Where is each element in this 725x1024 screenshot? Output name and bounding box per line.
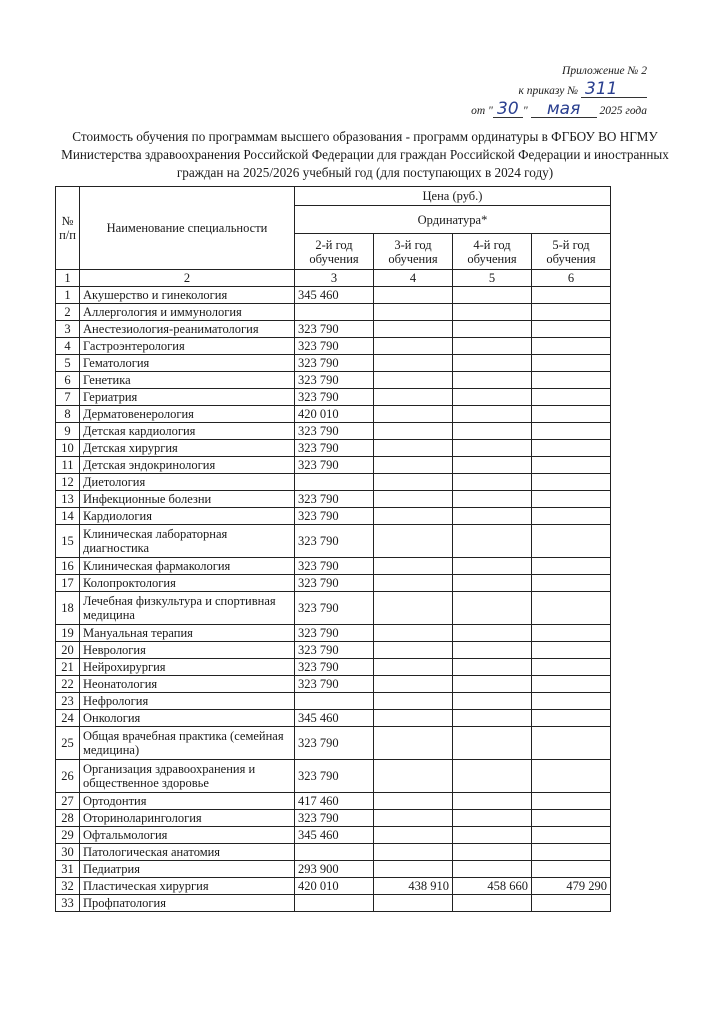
table-row [56, 710, 611, 727]
appendix-block [471, 62, 647, 121]
specialty-name: Гематология [80, 355, 295, 372]
row-number: 33 [56, 895, 80, 912]
table-row [56, 642, 611, 659]
table-row [56, 440, 611, 457]
price-year-3 [374, 727, 453, 760]
price-year-5 [532, 440, 611, 457]
price-year-4 [453, 895, 532, 912]
row-number: 7 [56, 389, 80, 406]
table-row [56, 406, 611, 423]
row-number: 19 [56, 625, 80, 642]
specialty-name: Педиатрия [80, 861, 295, 878]
price-year-2 [295, 693, 374, 710]
price-year-2: 345 460 [295, 710, 374, 727]
order-prefix: к приказу № [518, 85, 579, 97]
price-year-2: 420 010 [295, 406, 374, 423]
price-year-3 [374, 406, 453, 423]
specialty-name: Генетика [80, 372, 295, 389]
date-year: 2025 года [599, 105, 647, 117]
table-row [56, 625, 611, 642]
price-year-2 [295, 895, 374, 912]
price-year-5 [532, 895, 611, 912]
price-year-2: 323 790 [295, 592, 374, 625]
price-year-3 [374, 592, 453, 625]
price-year-3 [374, 861, 453, 878]
price-year-5 [532, 760, 611, 793]
price-year-3 [374, 287, 453, 304]
price-year-2 [295, 474, 374, 491]
price-year-2: 293 900 [295, 861, 374, 878]
price-year-4 [453, 440, 532, 457]
row-number: 16 [56, 558, 80, 575]
price-year-4 [453, 321, 532, 338]
specialty-name: Мануальная терапия [80, 625, 295, 642]
specialty-name: Профпатология [80, 895, 295, 912]
specialty-name: Диетология [80, 474, 295, 491]
price-year-5 [532, 491, 611, 508]
specialty-name: Клиническая лабораторная диагностика [80, 525, 295, 558]
specialty-name: Оториноларингология [80, 810, 295, 827]
price-year-2: 323 790 [295, 625, 374, 642]
price-year-4 [453, 727, 532, 760]
row-number: 17 [56, 575, 80, 592]
table-row [56, 389, 611, 406]
table-row [56, 760, 611, 793]
table-row [56, 844, 611, 861]
price-year-2: 345 460 [295, 287, 374, 304]
index-cell: 1 [56, 270, 80, 287]
price-year-5 [532, 558, 611, 575]
table-row [56, 355, 611, 372]
price-year-4 [453, 625, 532, 642]
table-row [56, 676, 611, 693]
price-year-3 [374, 575, 453, 592]
table-row [56, 338, 611, 355]
row-number: 13 [56, 491, 80, 508]
price-year-2: 345 460 [295, 827, 374, 844]
price-year-5 [532, 827, 611, 844]
table-row [56, 810, 611, 827]
price-year-2: 323 790 [295, 457, 374, 474]
index-row [56, 270, 611, 287]
specialty-name: Лечебная физкультура и спортивная медицина [80, 592, 295, 625]
specialty-name: Офтальмология [80, 827, 295, 844]
price-year-3 [374, 457, 453, 474]
row-number: 20 [56, 642, 80, 659]
price-year-2: 323 790 [295, 525, 374, 558]
table-row [56, 457, 611, 474]
year-3-header: 3-й год обучения [374, 234, 453, 270]
row-number: 27 [56, 793, 80, 810]
price-year-2: 323 790 [295, 727, 374, 760]
price-year-5 [532, 693, 611, 710]
table-row [56, 793, 611, 810]
price-year-5 [532, 372, 611, 389]
table-row [56, 423, 611, 440]
table-row [56, 304, 611, 321]
specialty-name: Акушерство и гинекология [80, 287, 295, 304]
specialty-name: Детская кардиология [80, 423, 295, 440]
specialty-name: Дерматовенерология [80, 406, 295, 423]
index-cell: 4 [374, 270, 453, 287]
price-year-5 [532, 355, 611, 372]
price-header: Цена (руб.) [295, 187, 611, 206]
price-year-5 [532, 304, 611, 321]
row-number: 24 [56, 710, 80, 727]
price-year-5 [532, 642, 611, 659]
price-year-4 [453, 389, 532, 406]
specialty-name: Детская эндокринология [80, 457, 295, 474]
specialty-name: Детская хирургия [80, 440, 295, 457]
table-row [56, 372, 611, 389]
specialty-name: Патологическая анатомия [80, 844, 295, 861]
price-year-4 [453, 508, 532, 525]
price-year-4 [453, 372, 532, 389]
price-year-3 [374, 827, 453, 844]
price-year-4 [453, 676, 532, 693]
price-year-4 [453, 474, 532, 491]
price-year-4 [453, 592, 532, 625]
appendix-label: Приложение № 2 [562, 65, 647, 77]
price-year-5 [532, 592, 611, 625]
price-year-5 [532, 406, 611, 423]
specialty-name: Неврология [80, 642, 295, 659]
table-row [56, 508, 611, 525]
index-cell: 5 [453, 270, 532, 287]
price-year-2: 323 790 [295, 642, 374, 659]
table-row [56, 878, 611, 895]
row-number: 29 [56, 827, 80, 844]
price-year-5 [532, 710, 611, 727]
price-year-5 [532, 321, 611, 338]
date-prefix: от [471, 105, 486, 117]
table-row [56, 895, 611, 912]
date-line: от " 30 " мая 2025 года [471, 99, 647, 119]
row-number: 4 [56, 338, 80, 355]
specialty-name: Нефрология [80, 693, 295, 710]
row-number: 10 [56, 440, 80, 457]
price-year-2: 323 790 [295, 440, 374, 457]
price-year-3 [374, 491, 453, 508]
row-number: 25 [56, 727, 80, 760]
row-number: 31 [56, 861, 80, 878]
price-year-5 [532, 338, 611, 355]
price-year-5 [532, 423, 611, 440]
price-year-2: 420 010 [295, 878, 374, 895]
price-year-3 [374, 558, 453, 575]
row-number: 21 [56, 659, 80, 676]
price-year-3 [374, 793, 453, 810]
price-year-5 [532, 287, 611, 304]
specialty-name: Пластическая хирургия [80, 878, 295, 895]
price-year-2: 323 790 [295, 423, 374, 440]
specialty-name: Нейрохирургия [80, 659, 295, 676]
price-year-5 [532, 474, 611, 491]
price-year-2 [295, 304, 374, 321]
row-number: 32 [56, 878, 80, 895]
table-row [56, 558, 611, 575]
price-year-4 [453, 355, 532, 372]
specialty-name: Гастроэнтерология [80, 338, 295, 355]
price-year-3 [374, 710, 453, 727]
specialty-name: Гериатрия [80, 389, 295, 406]
price-year-3 [374, 625, 453, 642]
price-year-4: 458 660 [453, 878, 532, 895]
specialty-name: Клиническая фармакология [80, 558, 295, 575]
price-year-3 [374, 338, 453, 355]
price-year-5 [532, 457, 611, 474]
price-year-2: 323 790 [295, 659, 374, 676]
table-row [56, 827, 611, 844]
row-number: 11 [56, 457, 80, 474]
price-year-5 [532, 525, 611, 558]
price-year-4 [453, 760, 532, 793]
price-year-3 [374, 810, 453, 827]
price-year-4 [453, 406, 532, 423]
price-year-5 [532, 727, 611, 760]
row-number: 1 [56, 287, 80, 304]
price-year-5 [532, 575, 611, 592]
price-year-3 [374, 389, 453, 406]
row-number: 8 [56, 406, 80, 423]
price-year-5 [532, 508, 611, 525]
price-year-3 [374, 895, 453, 912]
price-year-3 [374, 525, 453, 558]
year-4-header: 4-й год обучения [453, 234, 532, 270]
price-year-2: 323 790 [295, 338, 374, 355]
price-year-3 [374, 321, 453, 338]
row-number: 26 [56, 760, 80, 793]
order-number: 311 [581, 81, 647, 98]
row-number: 9 [56, 423, 80, 440]
price-year-4 [453, 304, 532, 321]
col-num-header: № п/п [56, 187, 80, 270]
price-year-2: 323 790 [295, 760, 374, 793]
table-row [56, 287, 611, 304]
price-year-4 [453, 861, 532, 878]
price-year-5 [532, 389, 611, 406]
specialty-name: Ортодонтия [80, 793, 295, 810]
index-cell: 6 [532, 270, 611, 287]
price-table [55, 186, 611, 912]
table-row [56, 659, 611, 676]
price-year-5 [532, 844, 611, 861]
row-number: 14 [56, 508, 80, 525]
order-line [471, 81, 647, 101]
price-year-4 [453, 844, 532, 861]
price-year-3 [374, 760, 453, 793]
price-year-2: 323 790 [295, 491, 374, 508]
index-cell: 2 [80, 270, 295, 287]
price-year-4 [453, 642, 532, 659]
col-name-header: Наименование специальности [80, 187, 295, 270]
price-year-5 [532, 659, 611, 676]
row-number: 12 [56, 474, 80, 491]
year-5-header: 5-й год обучения [532, 234, 611, 270]
price-year-2: 323 790 [295, 389, 374, 406]
price-year-3 [374, 355, 453, 372]
table-row [56, 861, 611, 878]
price-year-4 [453, 423, 532, 440]
date-month: мая [531, 101, 597, 118]
price-year-2: 323 790 [295, 355, 374, 372]
price-year-4 [453, 287, 532, 304]
row-number: 3 [56, 321, 80, 338]
row-number: 28 [56, 810, 80, 827]
specialty-name: Инфекционные болезни [80, 491, 295, 508]
specialty-name: Неонатология [80, 676, 295, 693]
price-year-2 [295, 844, 374, 861]
price-year-4 [453, 457, 532, 474]
table-row [56, 491, 611, 508]
price-year-4 [453, 558, 532, 575]
price-year-4 [453, 525, 532, 558]
price-year-5 [532, 676, 611, 693]
price-year-3 [374, 659, 453, 676]
price-year-5: 479 290 [532, 878, 611, 895]
price-year-2: 417 460 [295, 793, 374, 810]
price-year-3 [374, 642, 453, 659]
price-year-3 [374, 844, 453, 861]
table-row [56, 575, 611, 592]
price-year-4 [453, 827, 532, 844]
document-title: Стоимость обучения по программам высшего образования - программ ординатуры в ФГБОУ ВО НГМУ Министерства здравоохранения Российской Федерации для граждан Российской Федерации и иностранных граждан на 2025/2026 учебный год (для поступающих в 2024 году) [61, 129, 669, 180]
specialty-name: Онкология [80, 710, 295, 727]
index-cell: 3 [295, 270, 374, 287]
table-row [56, 474, 611, 491]
price-year-4 [453, 491, 532, 508]
price-year-5 [532, 625, 611, 642]
price-year-3 [374, 693, 453, 710]
price-year-3 [374, 508, 453, 525]
residency-header: Ординатура* [295, 206, 611, 234]
specialty-name: Организация здравоохранения и общественное здоровье [80, 760, 295, 793]
row-number: 22 [56, 676, 80, 693]
row-number: 30 [56, 844, 80, 861]
specialty-name: Аллергология и иммунология [80, 304, 295, 321]
year-2-header: 2-й год обучения [295, 234, 374, 270]
price-year-2: 323 790 [295, 810, 374, 827]
table-row [56, 525, 611, 558]
price-year-2: 323 790 [295, 508, 374, 525]
specialty-name: Анестезиология-реаниматология [80, 321, 295, 338]
table-row [56, 592, 611, 625]
price-year-4 [453, 575, 532, 592]
price-year-2: 323 790 [295, 676, 374, 693]
row-number: 2 [56, 304, 80, 321]
date-day: 30 [493, 101, 523, 118]
price-year-4 [453, 693, 532, 710]
table-row [56, 727, 611, 760]
specialty-name: Кардиология [80, 508, 295, 525]
price-year-3 [374, 676, 453, 693]
row-number: 5 [56, 355, 80, 372]
price-year-3 [374, 372, 453, 389]
row-number: 6 [56, 372, 80, 389]
price-year-3: 438 910 [374, 878, 453, 895]
specialty-name: Общая врачебная практика (семейная медицина) [80, 727, 295, 760]
price-year-3 [374, 423, 453, 440]
price-year-2: 323 790 [295, 372, 374, 389]
table-row [56, 693, 611, 710]
price-year-5 [532, 861, 611, 878]
row-number: 18 [56, 592, 80, 625]
price-year-4 [453, 710, 532, 727]
price-year-5 [532, 793, 611, 810]
table-row [56, 321, 611, 338]
price-year-3 [374, 440, 453, 457]
price-year-4 [453, 338, 532, 355]
price-year-4 [453, 659, 532, 676]
price-year-2: 323 790 [295, 575, 374, 592]
price-year-5 [532, 810, 611, 827]
price-year-3 [374, 304, 453, 321]
specialty-name: Колопроктология [80, 575, 295, 592]
price-year-4 [453, 793, 532, 810]
price-year-2: 323 790 [295, 558, 374, 575]
row-number: 15 [56, 525, 80, 558]
price-year-3 [374, 474, 453, 491]
row-number: 23 [56, 693, 80, 710]
price-year-2: 323 790 [295, 321, 374, 338]
price-year-4 [453, 810, 532, 827]
